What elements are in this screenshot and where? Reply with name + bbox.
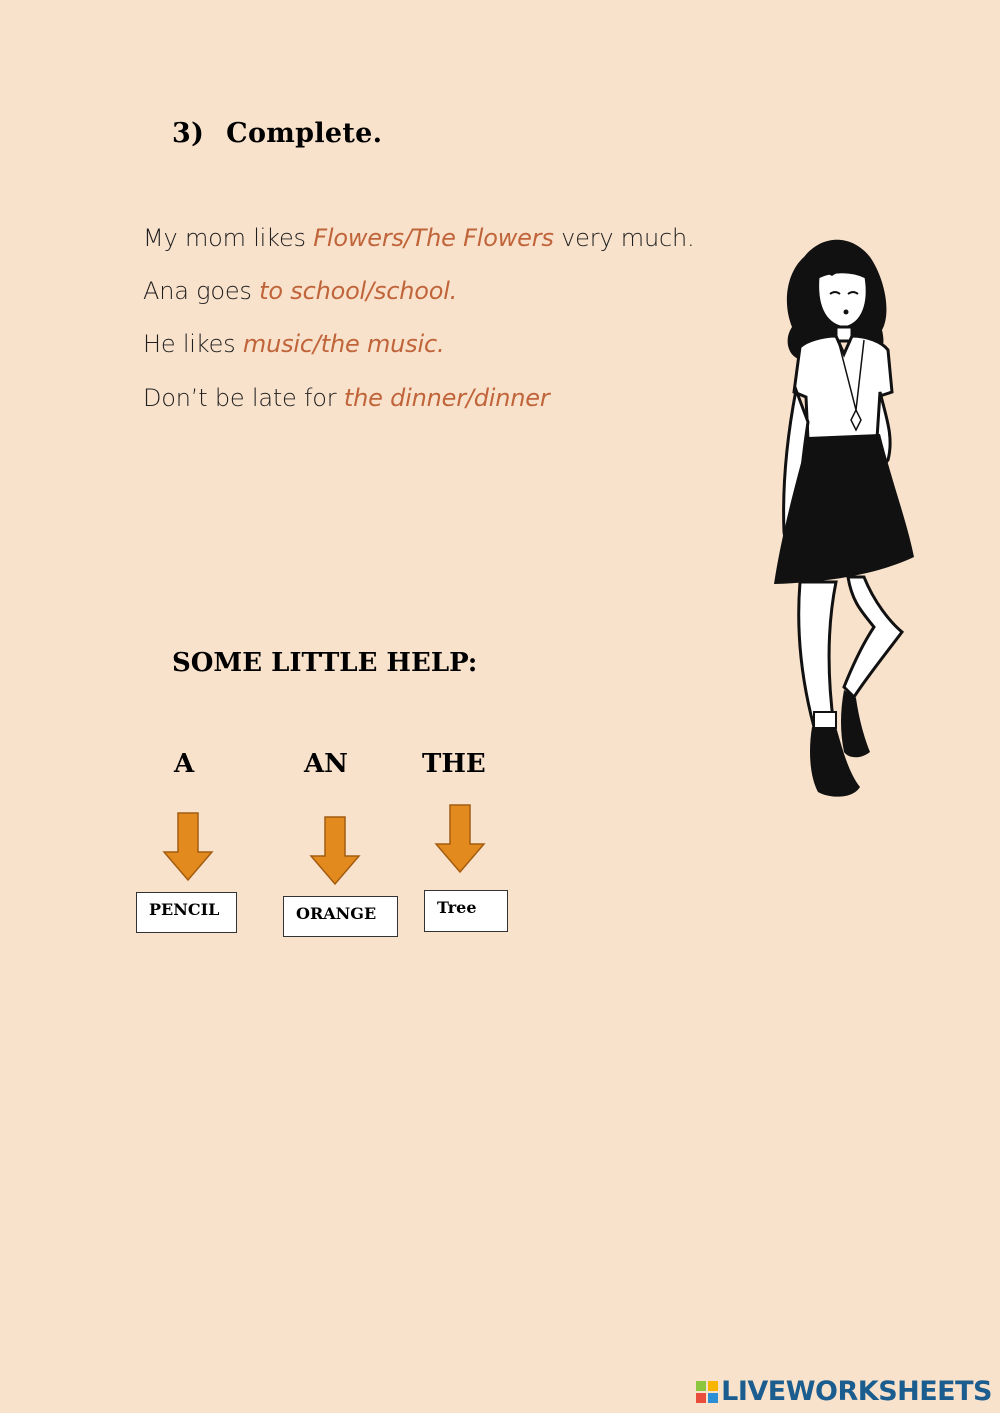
- answer-options[interactable]: the dinner/dinner: [343, 384, 550, 412]
- exercise-instruction: Complete.: [226, 118, 383, 149]
- sentence-text: Ana goes: [143, 277, 260, 305]
- exercise-title: [172, 118, 382, 149]
- sentence-4: [143, 384, 550, 412]
- sentence-text: My mom likes: [143, 224, 314, 252]
- sentence-2: [143, 277, 457, 305]
- down-arrow-icon: [162, 812, 214, 882]
- girl-illustration: [752, 232, 932, 807]
- sentence-3: [143, 330, 444, 358]
- answer-options[interactable]: music/the music.: [242, 330, 445, 358]
- sentence-text: Don’t be late for: [143, 384, 344, 412]
- example-word-pencil: PENCIL: [136, 892, 237, 933]
- sentence-text: very much.: [553, 224, 695, 252]
- sentence-1: [143, 224, 694, 252]
- article-an: AN: [304, 749, 348, 779]
- answer-options[interactable]: Flowers/The Flowers: [313, 224, 554, 252]
- help-title: SOME LITTLE HELP:: [172, 648, 478, 678]
- answer-options[interactable]: to school/school.: [259, 277, 458, 305]
- down-arrow-icon: [309, 816, 361, 886]
- example-word-orange: ORANGE: [283, 896, 398, 937]
- article-the: THE: [422, 749, 486, 779]
- liveworksheets-logo-icon: [696, 1381, 718, 1403]
- sentence-text: He likes: [143, 330, 243, 358]
- down-arrow-icon: [434, 804, 486, 874]
- example-word-tree: Tree: [424, 890, 508, 932]
- exercise-number: 3): [172, 118, 205, 149]
- article-a: A: [174, 749, 195, 779]
- liveworksheets-brand: [696, 1376, 992, 1407]
- brand-name: LIVEWORKSHEETS: [721, 1376, 992, 1407]
